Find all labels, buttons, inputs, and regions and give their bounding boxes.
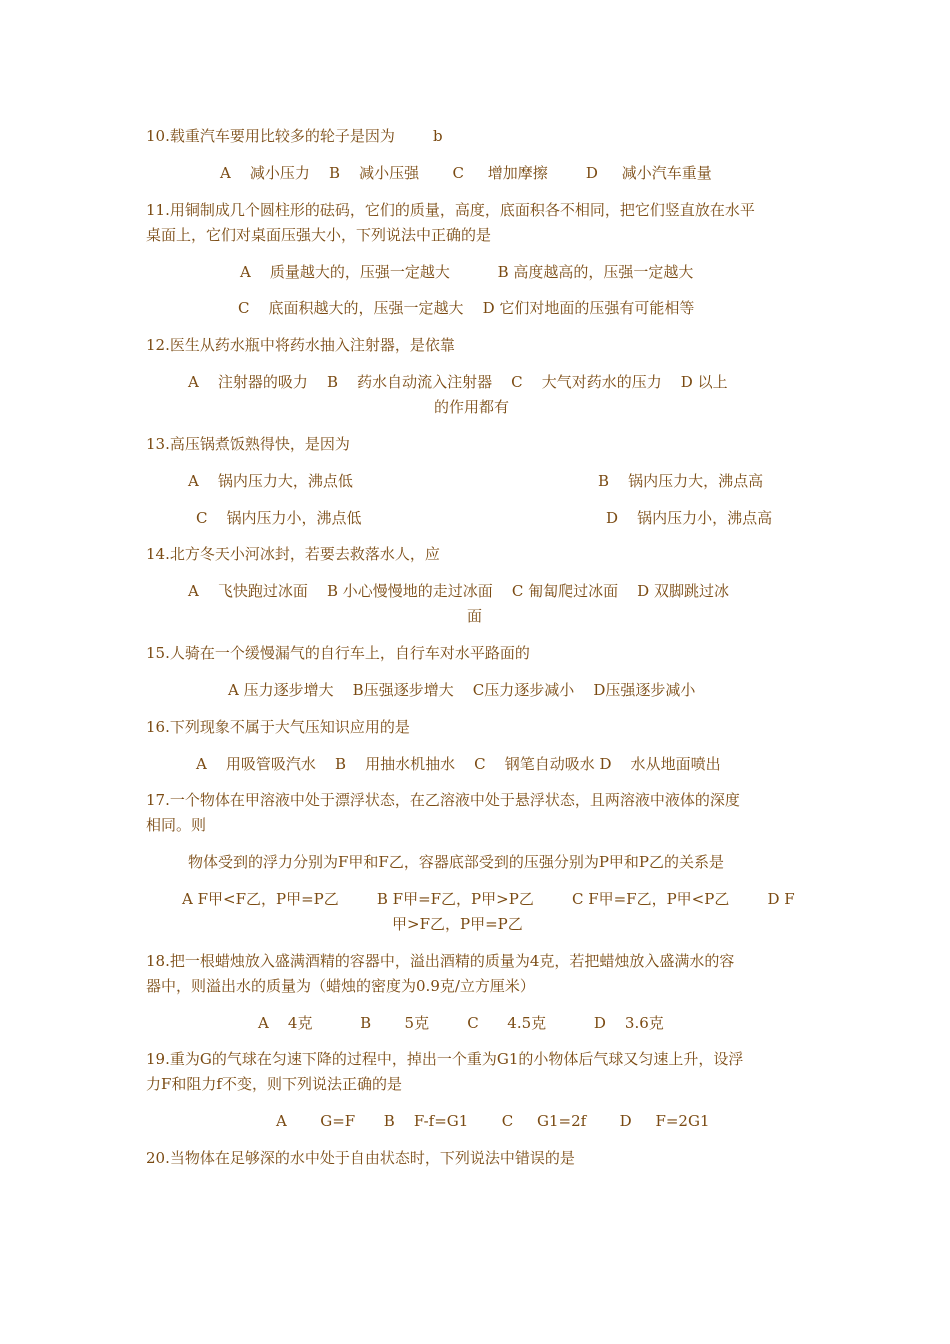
q13-option-d: D 锅内压力小，沸点高 <box>606 509 773 527</box>
q10-options: A 减小压力 B 减小压强 C 增加摩擦 D 减小汽车重量 <box>220 164 712 182</box>
q10-stem: 10.载重汽车要用比较多的轮子是因为 b <box>146 127 443 145</box>
q12-options-line1: A 注射器的吸力 B 药水自动流入注射器 C 大气对药水的压力 D 以上 <box>188 373 728 391</box>
q17-options-line1: A F甲<F乙，P甲=P乙 B F甲=F乙，P甲>P乙 C F甲=F乙，P甲<P乙 D F <box>182 890 795 908</box>
q17-stem-line1: 17.一个物体在甲溶液中处于漂浮状态，在乙溶液中处于悬浮状态，且两溶液中液体的深度 <box>146 791 740 809</box>
q17-stem-line2: 相同。则 <box>146 816 207 834</box>
q12-options-line2: 的作用都有 <box>434 398 510 416</box>
q14-stem: 14.北方冬天小河冰封，若要去救落水人，应 <box>146 545 440 563</box>
q13-stem: 13.高压锅煮饭熟得快，是因为 <box>146 435 350 453</box>
q18-stem-line1: 18.把一根蜡烛放入盛满酒精的容器中，溢出酒精的质量为4克，若把蜡烛放入盛满水的容 <box>146 952 735 970</box>
q15-options: A 压力逐步增大 B压强逐步增大 C压力逐步减小 D压强逐步减小 <box>228 681 696 699</box>
q13-option-c: C 锅内压力小，沸点低 <box>196 509 362 527</box>
q11-stem-line1: 11.用铜制成几个圆柱形的砝码，它们的质量，高度，底面积各不相同，把它们竖直放在水平 <box>146 201 755 219</box>
q16-stem: 16.下列现象不属于大气压知识应用的是 <box>146 718 410 736</box>
q15-stem: 15.人骑在一个缓慢漏气的自行车上，自行车对水平路面的 <box>146 644 530 662</box>
q14-options-line1: A 飞快跑过冰面 B 小心慢慢地的走过冰面 C 匍匐爬过冰面 D 双脚跳过冰 <box>188 582 729 600</box>
q16-options: A 用吸管吸汽水 B 用抽水机抽水 C 钢笔自动吸水 D 水从地面喷出 <box>196 755 721 773</box>
q19-options: A G=F B F-f=G1 C G1=2f D F=2G1 <box>276 1112 710 1130</box>
q18-options: A 4克 B 5克 C 4.5克 D 3.6克 <box>258 1014 664 1032</box>
q17-stem-line3: 物体受到的浮力分别为F甲和F乙，容器底部受到的压强分别为P甲和P乙的关系是 <box>188 853 725 871</box>
q20-stem: 20.当物体在足够深的水中处于自由状态时，下列说法中错误的是 <box>146 1149 575 1167</box>
q14-options-line2: 面 <box>467 607 483 625</box>
q13-option-a: A 锅内压力大，沸点低 <box>188 472 353 490</box>
q19-stem-line1: 19.重为G的气球在匀速下降的过程中，掉出一个重为G1的小物体后气球又匀速上升，设浮 <box>146 1050 744 1068</box>
q12-stem: 12.医生从药水瓶中将药水抽入注射器，是依靠 <box>146 336 455 354</box>
q11-stem-line2: 桌面上，它们对桌面压强大小，下列说法中正确的是 <box>146 226 492 244</box>
q13-option-b: B 锅内压力大，沸点高 <box>598 472 764 490</box>
q19-stem-line2: 力F和阻力f不变，则下列说法正确的是 <box>146 1075 402 1093</box>
q11-options-line1: A 质量越大的，压强一定越大 B 高度越高的，压强一定越大 <box>240 263 694 281</box>
q17-options-line2: 甲>F乙，P甲=P乙 <box>392 915 523 933</box>
q11-options-line2: C 底面积越大的，压强一定越大 D 它们对地面的压强有可能相等 <box>238 299 695 317</box>
q18-stem-line2: 器中，则溢出水的质量为（蜡烛的密度为0.9克/立方厘米） <box>146 977 535 995</box>
